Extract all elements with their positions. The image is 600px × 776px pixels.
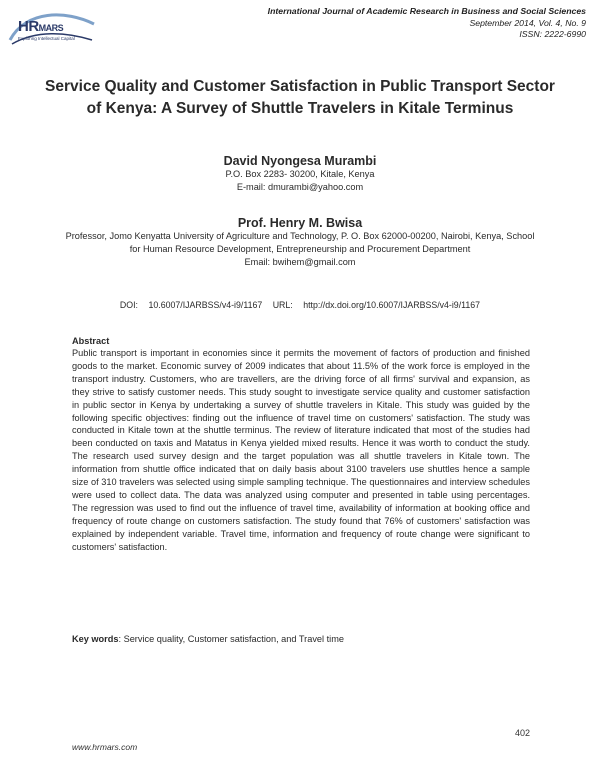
- keywords-label: Key words: [72, 634, 119, 644]
- journal-issue: September 2014, Vol. 4, No. 9: [469, 17, 586, 28]
- author-name: David Nyongesa Murambi: [223, 154, 377, 168]
- keywords-value: : Service quality, Customer satisfaction, and Travel time: [118, 634, 344, 644]
- author-email[interactable]: Email: bwihem@gmail.com: [244, 256, 356, 267]
- author-block-2: [0, 216, 600, 268]
- footer-url[interactable]: www.hrmars.com: [72, 742, 138, 752]
- url-value[interactable]: http://dx.doi.org/10.6007/IJARBSS/v4-i9/1167: [303, 300, 481, 310]
- journal-header: [268, 6, 586, 41]
- author-email[interactable]: E-mail: dmurambi@yahoo.com: [236, 181, 364, 192]
- publisher-logo: [6, 10, 98, 48]
- doi-row: [0, 300, 600, 310]
- logo-tagline: Exploring Intellectual Capital: [18, 36, 75, 41]
- author-address: P.O. Box 2283- 30200, Kitale, Kenya: [225, 169, 375, 179]
- keywords: [72, 634, 530, 644]
- url-label: URL:: [272, 300, 293, 310]
- paper-title: Service Quality and Customer Satisfaction in Public Transport Sector of Kenya: A Survey of Shuttle Travelers in Kitale Terminus: [45, 78, 555, 117]
- abstract-section: [72, 336, 530, 554]
- page-number: 402: [514, 728, 530, 738]
- doi-label: DOI:: [119, 300, 139, 310]
- author-affiliation: Professor, Jomo Kenyatta University of Agriculture and Technology, P. O. Box 62000-00200, Nairobi, Kenya, School for Human Resource Development, Entrepreneurship and Procurement Department: [65, 231, 535, 254]
- abstract-body: Public transport is important in economies since it permits the movement of factors of production and finished goods to the market. Economic survey of 2009 indicates that about 11.5% of the work force is employed in the transport industry. Customers, who are travellers, are the driving force of all firms' survival and expansion, as they strive to satisfy customer needs. This study sought to investigate service quality and customer satisfaction in public sector in Kenya by undertaking a survey of shuttle travelers in Kitale. This study was guided by the following specific objectives: finding out the influence of travel time on customers' satisfaction. The study was conducted in Kitale town at the shuttle terminus. The review of literature indicated that most of the studies had been conducted on taxis and Matatus in Kenya yielded mixed results. Hence it was worth to conduct the study. The research used survey design and the target population was all shuttle travelers in Kitale town. The information from shuttle office indicated that on daily basis about 3100 travelers use shuttles hence a sample size of 310 travelers was selected using simple sampling technique. The questionnaires and interview schedules were used to collect data. The data was analyzed using computer and presented in table using percentages. The regression was used to find out the influence of travel time, availability of information at booking office and frequency of route change on customers satisfaction. The study found that 76% of customers' satisfaction was explained by independent variable. Travel time, information and frequency of route change were significant to customers' satisfaction.: [72, 348, 530, 552]
- doi-value[interactable]: 10.6007/IJARBSS/v4-i9/1167: [148, 300, 263, 310]
- journal-issn: ISSN: 2222-6990: [519, 29, 586, 39]
- abstract-heading: Abstract: [72, 336, 110, 346]
- logo-brand: HRMARS: [18, 18, 64, 35]
- journal-title: International Journal of Academic Research in Business and Social Sciences: [267, 6, 586, 16]
- author-block-1: [0, 154, 600, 194]
- author-name: Prof. Henry M. Bwisa: [237, 216, 363, 230]
